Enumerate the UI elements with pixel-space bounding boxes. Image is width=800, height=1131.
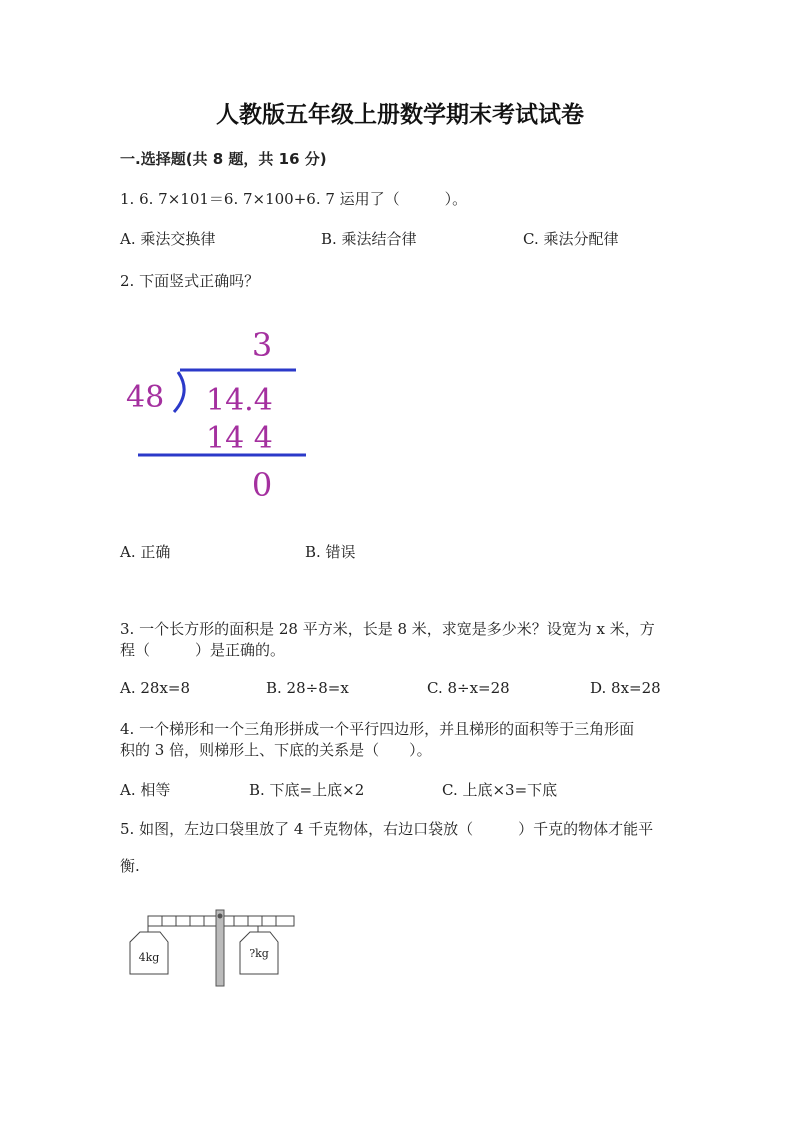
question-2-stem: 2. 下面竖式正确吗？ [120, 272, 260, 290]
question-4-option-a[interactable]: A. 相等 [120, 781, 171, 799]
question-2-option-b[interactable]: B. 错误 [305, 543, 356, 561]
question-4-option-b[interactable]: B. 下底=上底×2 [249, 781, 365, 799]
question-4-stem-line-1: 4. 一个梯形和一个三角形拼成一个平行四边形，并且梯形的面积等于三角形面 [120, 720, 635, 738]
page-title: 人教版五年级上册数学期末考试试卷 [216, 102, 584, 128]
question-2-option-a[interactable]: A. 正确 [120, 543, 171, 561]
question-1-option-c[interactable]: C. 乘法分配律 [523, 230, 619, 248]
division-remainder: 0 [251, 466, 273, 504]
question-3-option-a[interactable]: A. 28x=8 [120, 679, 191, 697]
division-divisor: 48 [126, 380, 165, 415]
scale-post [216, 910, 224, 986]
division-quotient: 3 [251, 326, 273, 364]
question-3-option-b[interactable]: B. 28÷8=x [266, 679, 349, 697]
left-bag-label: 4kg [138, 951, 160, 964]
division-dividend: 14.4 [206, 383, 273, 418]
question-3-stem-line-2: 程（ ）是正确的。 [120, 641, 286, 659]
question-1-option-b[interactable]: B. 乘法结合律 [321, 230, 417, 248]
question-1-stem: 1. 6. 7×101＝6. 7×100+6. 7 运用了（ ）。 [120, 190, 468, 208]
question-5-stem-line-1: 5. 如图，左边口袋里放了 4 千克物体，右边口袋放（ ）千克的物体才能平 [120, 820, 654, 838]
question-3-option-c[interactable]: C. 8÷x=28 [427, 679, 510, 697]
right-bag-label: ?kg [249, 947, 269, 960]
question-1-option-a[interactable]: A. 乘法交换律 [120, 230, 216, 248]
question-3-option-d[interactable]: D. 8x=28 [590, 679, 661, 697]
question-4-option-c[interactable]: C. 上底×3=下底 [442, 781, 558, 799]
balance-scale-figure [120, 900, 310, 995]
question-3-stem-line-1: 3. 一个长方形的面积是 28 平方米，长是 8 米，求宽是多少米？设宽为 x 米，方 [120, 620, 655, 638]
division-product: 14 4 [206, 421, 273, 456]
question-4-stem-line-2: 积的 3 倍，则梯形上、下底的关系是（ ）。 [120, 741, 432, 759]
section-heading: 一.选择题(共 8 题，共 16 分) [120, 150, 327, 168]
question-5-stem-line-2: 衡. [120, 857, 140, 875]
scale-pivot [218, 914, 223, 919]
long-division-figure [120, 318, 320, 518]
division-bracket [174, 372, 184, 412]
